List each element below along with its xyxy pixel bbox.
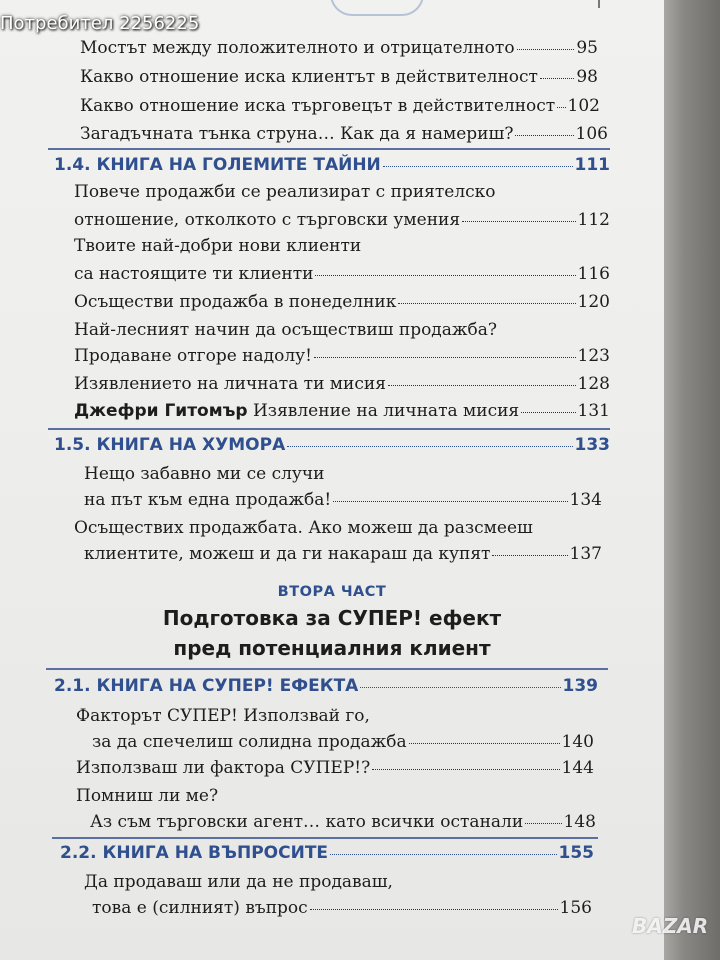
toc-leader-dots (398, 303, 575, 304)
toc-entry (74, 264, 610, 284)
toc-entry (74, 346, 610, 366)
toc-leader-dots (333, 501, 567, 502)
site-watermark-logo: BAZAR (632, 914, 709, 938)
toc-leader-dots (287, 446, 572, 447)
toc-entry-title-line2: Аз съм търговски агент… като всички останали (90, 812, 524, 832)
toc-page-number: 120 (577, 292, 610, 312)
toc-entry-title: Използваш ли фактора СУПЕР!? (76, 758, 371, 778)
section-divider (48, 428, 610, 430)
toc-leader-dots (515, 135, 573, 136)
toc-page-number: 140 (561, 732, 594, 752)
toc-entry-title-line1: Твоите най-добри нови клиенти (74, 236, 362, 256)
toc-leader-dots (409, 743, 560, 744)
toc-chapter-title: 2.2. КНИГА НА ВЪПРОСИТЕ (60, 843, 329, 863)
toc-page-number: 128 (577, 374, 610, 394)
toc-entry-author: Джефри Гитомър (74, 401, 248, 421)
toc-entry (92, 732, 594, 752)
toc-entry-title-rest: Изявление на личната мисия (252, 401, 520, 421)
toc-leader-dots (525, 823, 561, 824)
toc-page-number: 156 (559, 898, 592, 918)
toc-chapter-heading (54, 435, 610, 455)
toc-page-number: 148 (563, 812, 596, 832)
toc-entry-title-line1: Най-лесният начин да осъществиш продажба? (74, 320, 498, 340)
seller-username-overlay: Потребител 2256225 (0, 13, 200, 34)
toc-entry-title-line2: това е (силният) въпрос (92, 898, 308, 918)
toc-entry-title-line2: отношение, отколкото с търговски умения (74, 210, 461, 230)
toc-entry (80, 124, 608, 144)
toc-leader-dots (462, 221, 575, 222)
header-ornament (330, 0, 424, 16)
toc-page-number: 155 (558, 843, 594, 863)
book-edge-background (664, 0, 720, 960)
toc-entry-title-line1: Факторът СУПЕР! Използвай го, (76, 706, 370, 726)
toc-page-number: 144 (561, 758, 594, 778)
toc-entry-title-line2: клиентите, можеш и да ги накараш да купят (84, 544, 491, 564)
toc-page-number: 111 (574, 155, 610, 175)
toc-page-number: 98 (576, 67, 598, 87)
toc-page-number: 134 (569, 490, 602, 510)
toc-chapter-title: 2.1. КНИГА НА СУПЕР! ЕФЕКТА (54, 676, 359, 696)
toc-leader-dots (330, 854, 556, 855)
toc-entry-title (74, 401, 519, 421)
toc-entry-title-line2: са настоящите ти клиенти (74, 264, 314, 284)
part-title-line2: пред потенциалния клиент (173, 636, 491, 660)
toc-entry (80, 38, 598, 58)
toc-page-number: 137 (569, 544, 602, 564)
toc-entry (74, 210, 610, 230)
toc-entry (74, 374, 610, 394)
toc-chapter-heading (60, 843, 594, 863)
toc-entry-title-line1: Осъществих продажбата. Ако можеш да разсмееш (74, 518, 533, 538)
toc-entry-title: Какво отношение иска клиентът в действителност (80, 67, 538, 87)
toc-page-number: 112 (577, 210, 610, 230)
toc-page-number: 106 (575, 124, 608, 144)
toc-entry (92, 898, 592, 918)
toc-entry-title-line1: Нещо забавно ми се случи (84, 464, 325, 484)
toc-leader-dots (557, 107, 565, 108)
toc-leader-dots (517, 49, 575, 50)
toc-entry (74, 401, 610, 421)
toc-leader-dots (383, 166, 573, 167)
section-divider (46, 668, 608, 670)
toc-entry (74, 292, 610, 312)
toc-chapter-heading (54, 155, 610, 175)
toc-chapter-title: 1.4. КНИГА НА ГОЛЕМИТЕ ТАЙНИ (54, 155, 381, 175)
toc-entry (80, 96, 600, 116)
toc-entry-title: Мостът между положителното и отрицателното (80, 38, 515, 58)
toc-entry-title-line2: на път към една продажба! (84, 490, 332, 510)
toc-entry (84, 490, 602, 510)
toc-entry (84, 544, 602, 564)
header-rule (598, 0, 600, 8)
toc-entry-title: Изявлението на личната ти мисия (74, 374, 386, 394)
toc-chapter-heading (54, 676, 598, 696)
toc-leader-dots (521, 412, 575, 413)
toc-page-number: 116 (577, 264, 610, 284)
toc-entry-title: Загадъчната тънка струна… Как да я намериш? (80, 124, 514, 144)
toc-page-number: 131 (577, 401, 610, 421)
toc-entry-title-line1: Повече продажби се реализират с приятелско (74, 182, 496, 202)
toc-leader-dots (540, 78, 574, 79)
toc-leader-dots (360, 687, 560, 688)
section-divider (52, 837, 598, 839)
toc-page-number: 139 (562, 676, 598, 696)
toc-leader-dots (388, 385, 576, 386)
toc-leader-dots (314, 357, 576, 358)
toc-page-number: 102 (567, 96, 600, 116)
toc-page-number: 95 (576, 38, 598, 58)
toc-entry (80, 67, 598, 87)
toc-entry-title-line2: Продаване отгоре надолу! (74, 346, 312, 366)
section-divider (48, 148, 610, 150)
toc-leader-dots (310, 909, 558, 910)
toc-leader-dots (492, 555, 567, 556)
toc-entry (76, 758, 594, 778)
toc-entry-title: Осъществи продажба в понеделник (74, 292, 397, 312)
toc-entry-title: Какво отношение иска търговецът в действителност (80, 96, 556, 116)
toc-entry-title-line1: Помниш ли ме? (76, 786, 219, 806)
toc-page-number: 123 (577, 346, 610, 366)
toc-leader-dots (315, 275, 575, 276)
part-label: ВТОРА ЧАСТ (277, 584, 387, 600)
toc-entry-title-line2: за да спечелиш солидна продажба (92, 732, 407, 752)
part-title-line1: Подготовка за СУПЕР! ефект (162, 606, 502, 630)
toc-entry-title-line1: Да продаваш или да не продаваш, (84, 872, 393, 892)
toc-entry (90, 812, 596, 832)
toc-page-number: 133 (574, 435, 610, 455)
toc-chapter-title: 1.5. КНИГА НА ХУМОРА (54, 435, 286, 455)
toc-leader-dots (372, 769, 559, 770)
